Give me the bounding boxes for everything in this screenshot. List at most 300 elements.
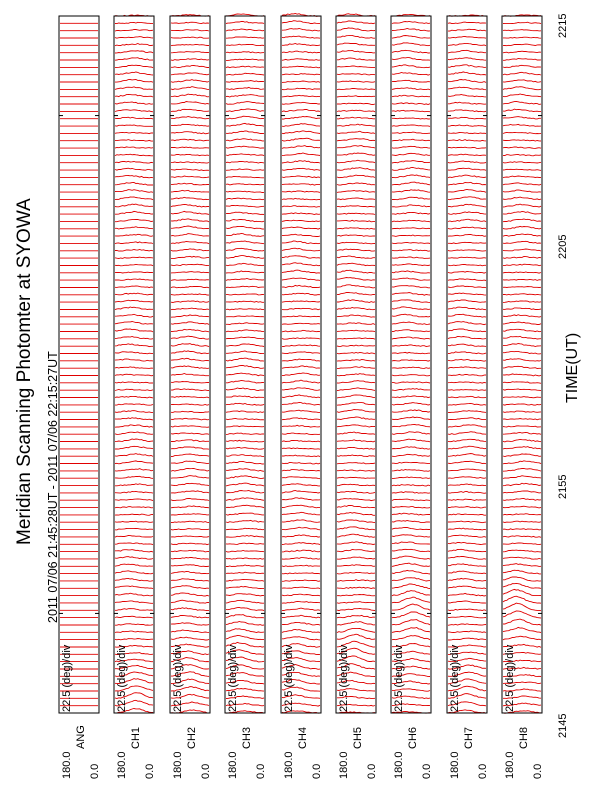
trace-line — [171, 30, 209, 31]
trace-line — [115, 469, 153, 472]
trace-line — [337, 622, 375, 625]
trace-line — [503, 382, 541, 384]
trace-line — [503, 536, 541, 538]
trace-line — [503, 627, 541, 632]
trace-line — [503, 583, 541, 588]
trace-line — [171, 132, 209, 134]
trace-line — [337, 51, 375, 53]
trace-line — [171, 616, 209, 618]
trace-line — [503, 619, 541, 625]
trace-line — [337, 602, 375, 604]
trace-line — [282, 395, 320, 398]
trace-line — [392, 439, 430, 442]
trace-line — [448, 322, 486, 325]
trace-line — [115, 404, 153, 405]
trace-line — [448, 499, 486, 500]
trace-line — [337, 308, 375, 310]
trace-line — [392, 570, 430, 574]
trace-line — [282, 88, 320, 90]
trace-line — [115, 264, 153, 265]
trace-line — [503, 264, 541, 266]
trace-line — [282, 380, 320, 383]
trace-line — [226, 198, 264, 200]
trace-line — [503, 397, 541, 398]
trace-line — [226, 388, 264, 391]
y-tick-min: 0.0 — [311, 763, 323, 779]
trace-line — [392, 125, 430, 127]
trace-line — [282, 323, 320, 324]
trace-line — [226, 440, 264, 442]
panel-channel-label: CH3 — [241, 726, 253, 749]
trace-line — [448, 367, 486, 369]
trace-line — [282, 550, 320, 552]
trace-line — [171, 536, 209, 537]
trace-line — [448, 344, 486, 346]
trace-line — [171, 550, 209, 552]
trace-line — [115, 557, 153, 560]
trace-line — [503, 287, 541, 288]
trace-line — [448, 432, 486, 435]
trace-line — [282, 51, 320, 53]
trace-line — [448, 189, 486, 192]
trace-line — [171, 183, 209, 185]
trace-line — [226, 301, 264, 302]
trace-line — [115, 454, 153, 457]
trace-line — [226, 212, 264, 214]
trace-line — [392, 403, 430, 405]
trace-line — [448, 638, 486, 640]
trace-line — [115, 117, 153, 119]
trace-line — [226, 227, 264, 230]
trace-line — [171, 382, 209, 383]
panel-frame — [502, 16, 542, 713]
trace-line — [392, 190, 430, 193]
trace-line — [226, 294, 264, 295]
trace-line — [448, 300, 486, 302]
trace-line — [282, 146, 320, 149]
trace-line — [115, 616, 153, 618]
trace-line — [115, 571, 153, 574]
trace-line — [171, 389, 209, 391]
trace-line — [171, 256, 209, 258]
trace-line — [171, 499, 209, 501]
trace-line — [171, 344, 209, 347]
panels-group — [59, 14, 544, 780]
trace-line — [392, 161, 430, 163]
trace-line — [392, 360, 430, 361]
trace-line — [337, 88, 375, 89]
trace-line — [503, 94, 541, 97]
trace-line — [226, 565, 264, 567]
trace-line — [337, 499, 375, 501]
y-tick-max: 180.0 — [227, 751, 239, 779]
trace-line — [226, 433, 264, 434]
trace-line — [392, 591, 430, 596]
trace-line — [503, 279, 541, 280]
trace-line — [171, 37, 209, 38]
trace-line — [115, 227, 153, 229]
trace-line — [337, 35, 375, 38]
trace-line — [171, 294, 209, 295]
trace-line — [226, 483, 264, 486]
trace-line — [282, 345, 320, 347]
trace-line — [171, 608, 209, 611]
trace-line — [226, 309, 264, 310]
trace-line — [226, 426, 264, 427]
trace-line — [503, 212, 541, 215]
trace-line — [171, 351, 209, 354]
trace-line — [171, 147, 209, 148]
trace-line — [503, 101, 541, 104]
trace-line — [226, 205, 264, 207]
trace-line — [392, 212, 430, 214]
trace-line — [171, 279, 209, 280]
trace-line — [282, 425, 320, 427]
trace-line — [115, 72, 153, 75]
trace-line — [392, 535, 430, 537]
trace-line — [282, 629, 320, 632]
trace-line — [226, 469, 264, 472]
trace-line — [171, 454, 209, 457]
trace-line — [503, 419, 541, 420]
panel-frame — [59, 16, 99, 713]
trace-line — [171, 426, 209, 428]
trace-line — [115, 543, 153, 545]
trace-line — [448, 65, 486, 68]
trace-line — [503, 329, 541, 331]
trace-line — [337, 58, 375, 60]
y-tick-min: 0.0 — [255, 763, 267, 779]
trace-line — [392, 50, 430, 53]
trace-line — [115, 337, 153, 340]
panel-channel-label: CH8 — [518, 726, 530, 749]
trace-line — [337, 484, 375, 486]
trace-line — [448, 593, 486, 596]
trace-line — [448, 293, 486, 295]
trace-line — [503, 359, 541, 361]
trace-line — [282, 543, 320, 545]
trace-line — [115, 293, 153, 295]
trace-line — [392, 527, 430, 529]
trace-line — [115, 624, 153, 626]
trace-line — [337, 477, 375, 478]
trace-line — [503, 117, 541, 119]
trace-line — [392, 197, 430, 200]
trace-line — [392, 513, 430, 515]
panel-frame — [447, 16, 487, 713]
trace-line — [115, 550, 153, 552]
trace-line — [282, 234, 320, 236]
trace-line — [171, 197, 209, 199]
trace-line — [282, 256, 320, 259]
trace-line — [171, 73, 209, 75]
trace-line — [226, 169, 264, 170]
trace-line — [503, 257, 541, 259]
trace-line — [448, 182, 486, 185]
trace-line — [115, 418, 153, 420]
trace-line — [115, 286, 153, 288]
trace-line — [226, 607, 264, 610]
trace-line — [448, 439, 486, 441]
trace-line — [282, 206, 320, 208]
y-tick-min: 0.0 — [200, 763, 212, 779]
trace-line — [282, 270, 320, 273]
trace-line — [115, 147, 153, 148]
trace-line — [115, 578, 153, 581]
trace-line — [503, 204, 541, 207]
y-tick-min: 0.0 — [421, 763, 433, 779]
trace-line — [282, 477, 320, 479]
trace-line — [115, 461, 153, 464]
trace-line — [282, 594, 320, 596]
trace-line — [448, 542, 486, 544]
trace-line — [282, 462, 320, 464]
trace-line — [171, 322, 209, 325]
trace-line — [226, 572, 264, 573]
trace-line — [171, 521, 209, 522]
trace-line — [337, 520, 375, 523]
trace-line — [503, 44, 541, 46]
trace-line — [448, 168, 486, 170]
trace-line — [115, 257, 153, 258]
trace-line — [448, 235, 486, 237]
trace-line — [503, 557, 541, 559]
trace-line — [448, 492, 486, 494]
trace-line — [503, 37, 541, 38]
trace-line — [448, 80, 486, 83]
trace-line — [171, 234, 209, 237]
trace-line — [226, 586, 264, 588]
trace-line — [115, 87, 153, 90]
trace-line — [448, 279, 486, 281]
trace-line — [171, 404, 209, 405]
trace-line — [503, 454, 541, 457]
trace-line — [171, 308, 209, 310]
y-tick-max: 180.0 — [393, 751, 405, 779]
trace-line — [115, 439, 153, 442]
trace-line — [392, 95, 430, 97]
trace-line — [115, 564, 153, 566]
trace-line — [171, 623, 209, 626]
trace-line — [392, 345, 430, 347]
y-tick-max: 180.0 — [283, 751, 295, 779]
trace-line — [226, 600, 264, 603]
trace-line — [115, 234, 153, 236]
trace-line — [115, 507, 153, 508]
trace-line — [226, 131, 264, 134]
trace-line — [392, 507, 430, 508]
trace-line — [503, 468, 541, 471]
trace-line — [282, 248, 320, 251]
trace-line — [337, 491, 375, 493]
trace-line — [448, 264, 486, 265]
trace-line — [282, 131, 320, 134]
trace-line — [503, 294, 541, 295]
trace-line — [337, 360, 375, 362]
trace-line — [226, 373, 264, 376]
y-tick-min: 0.0 — [477, 763, 489, 779]
trace-line — [337, 81, 375, 82]
trace-line — [503, 577, 541, 581]
trace-line — [503, 374, 541, 376]
trace-line — [448, 477, 486, 479]
trace-line — [226, 622, 264, 626]
trace-line — [448, 446, 486, 449]
trace-line — [448, 403, 486, 405]
trace-line — [115, 586, 153, 589]
trace-line — [337, 96, 375, 97]
trace-line — [226, 491, 264, 493]
trace-line — [282, 138, 320, 141]
panel-scale-label: 22.5 (deg)/div — [61, 644, 73, 712]
trace-line — [392, 58, 430, 61]
trace-line — [448, 147, 486, 148]
trace-line — [226, 579, 264, 581]
trace-line — [282, 440, 320, 441]
trace-line — [337, 353, 375, 354]
trace-line — [392, 205, 430, 207]
trace-line — [282, 124, 320, 127]
trace-line — [226, 323, 264, 325]
trace-line — [171, 242, 209, 244]
y-tick-max: 180.0 — [116, 751, 128, 779]
trace-line — [337, 323, 375, 325]
trace-line — [282, 59, 320, 61]
trace-line — [171, 44, 209, 45]
trace-line — [503, 404, 541, 405]
trace-line — [171, 102, 209, 105]
trace-line — [226, 109, 264, 112]
trace-line — [171, 315, 209, 317]
trace-line — [171, 249, 209, 251]
trace-line — [337, 235, 375, 236]
trace-line — [226, 146, 264, 148]
trace-line — [448, 227, 486, 229]
trace-line — [282, 102, 320, 104]
trace-line — [171, 468, 209, 471]
trace-line — [337, 432, 375, 434]
trace-line — [392, 499, 430, 500]
trace-line — [337, 21, 375, 24]
trace-line — [171, 476, 209, 479]
x-tick-label: 2215 — [557, 13, 569, 38]
trace-line — [282, 95, 320, 97]
trace-line — [282, 520, 320, 523]
trace-line — [503, 611, 541, 618]
trace-line — [392, 264, 430, 266]
trace-line — [226, 528, 264, 530]
trace-line — [282, 36, 320, 38]
trace-line — [337, 542, 375, 545]
trace-line — [337, 117, 375, 119]
trace-line — [392, 432, 430, 435]
trace-line — [392, 612, 430, 618]
trace-line — [226, 629, 264, 633]
trace-line — [337, 139, 375, 141]
trace-line — [337, 110, 375, 112]
trace-line — [226, 330, 264, 332]
trace-line — [226, 21, 264, 23]
trace-line — [115, 484, 153, 486]
trace-line — [282, 184, 320, 185]
trace-line — [337, 440, 375, 442]
trace-line — [448, 125, 486, 126]
trace-line — [226, 448, 264, 450]
trace-line — [171, 565, 209, 567]
trace-line — [392, 65, 430, 68]
trace-line — [503, 411, 541, 412]
trace-line — [503, 109, 541, 112]
trace-line — [392, 337, 430, 339]
trace-line — [503, 308, 541, 310]
trace-line — [115, 211, 153, 214]
trace-line — [282, 293, 320, 295]
trace-line — [115, 396, 153, 398]
trace-line — [392, 293, 430, 296]
trace-line — [226, 37, 264, 38]
trace-line — [503, 439, 541, 442]
trace-line — [171, 374, 209, 376]
trace-line — [448, 374, 486, 375]
trace-line — [171, 433, 209, 434]
trace-line — [115, 279, 153, 280]
trace-line — [282, 470, 320, 471]
trace-line — [448, 117, 486, 119]
trace-line — [337, 565, 375, 567]
trace-line — [503, 461, 541, 464]
trace-line — [337, 168, 375, 171]
trace-line — [392, 477, 430, 478]
trace-line — [392, 410, 430, 412]
panel-channel-label: CH4 — [297, 726, 309, 749]
trace-line — [448, 396, 486, 397]
trace-line — [503, 514, 541, 515]
trace-line — [448, 631, 486, 633]
trace-line — [115, 631, 153, 632]
trace-line — [448, 337, 486, 339]
trace-line — [448, 484, 486, 486]
trace-line — [115, 374, 153, 376]
trace-line — [115, 352, 153, 354]
trace-line — [448, 418, 486, 420]
trace-line — [282, 484, 320, 486]
trace-line — [171, 264, 209, 265]
trace-line — [503, 603, 541, 611]
trace-line — [226, 59, 264, 60]
trace-line — [503, 124, 541, 126]
trace-line — [282, 66, 320, 68]
trace-line — [503, 301, 541, 303]
trace-line — [115, 536, 153, 538]
y-tick-min: 0.0 — [144, 763, 156, 779]
trace-line — [282, 601, 320, 603]
trace-line — [226, 191, 264, 192]
trace-line — [171, 204, 209, 207]
trace-line — [337, 228, 375, 229]
trace-line — [171, 600, 209, 603]
trace-line — [392, 556, 430, 559]
trace-line — [503, 344, 541, 347]
trace-line — [226, 73, 264, 75]
trace-line — [448, 72, 486, 75]
trace-line — [337, 634, 375, 639]
trace-line — [337, 315, 375, 317]
trace-line — [226, 271, 264, 273]
trace-line — [392, 80, 430, 82]
trace-line — [282, 352, 320, 354]
x-tick-label: 2205 — [557, 234, 569, 259]
trace-line — [503, 570, 541, 574]
